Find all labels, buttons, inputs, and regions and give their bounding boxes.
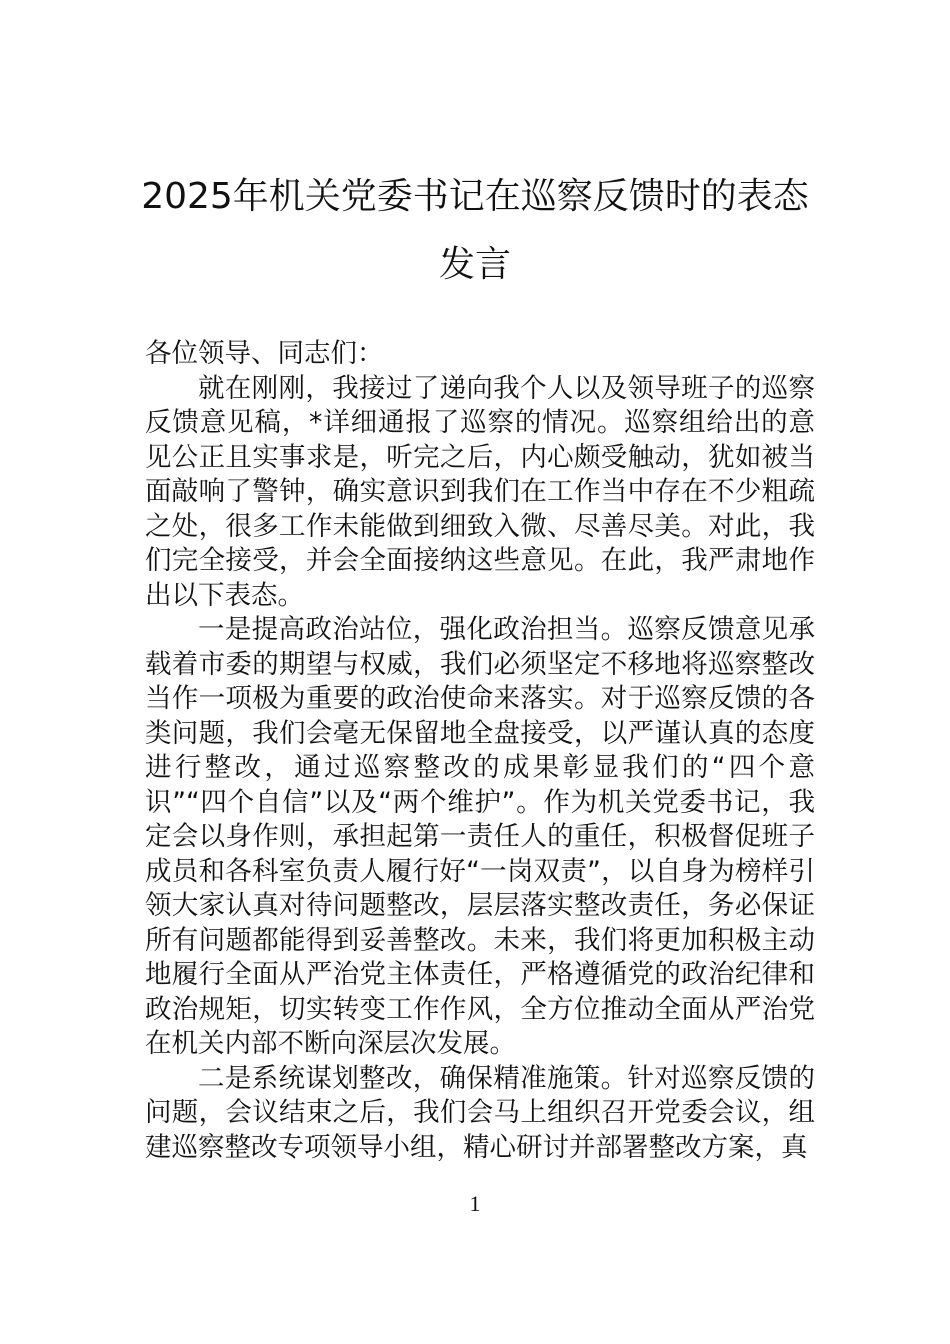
paragraph-point-two: 二是系统谋划整改，确保精准施策。针对巡察反馈的问题，会议结束之后，我们会马上组织召开党委会议，组建巡察整改专项领导小组，精心研讨并部署整改方案，真 xyxy=(145,1062,815,1163)
salutation: 各位领导、同志们： xyxy=(145,338,384,369)
document-title-line-2: 发言 xyxy=(438,244,511,285)
document-body xyxy=(145,337,815,1165)
page-number: 1 xyxy=(469,1191,481,1216)
document-title-line-1: 2025年机关党委书记在巡察反馈时的表态 xyxy=(141,176,809,217)
paragraph-point-one: 一是提高政治站位，强化政治担当。巡察反馈意见承载着市委的期望与权威，我们必须坚定不移地将巡察整改当作一项极为重要的政治使命来落实。对于巡察反馈的各类问题，我们会毫无保留地全盘接受，以严谨认真的态度进行整改，通过巡察整改的成果彰显我们的“四个意识”“四个自信”以及“两个维护”。作为机关党委书记，我定会以身作则，承担起第一责任人的重任，积极督促班子成员和各科室负责人履行好“一岗双责”，以自身为榜样引领大家认真对待问题整改，层层落实整改责任，务必保证所有问题都能得到妥善整改。未来，我们将更加积极主动地履行全面从严治党主体责任，严格遵循党的政治纪律和政治规矩，切实转变工作作风，全方位推动全面从严治党在机关内部不断向深层次发展。 xyxy=(145,614,815,1059)
paragraph-intro: 就在刚刚，我接过了递向我个人以及领导班子的巡察反馈意见稿，*详细通报了巡察的情况。巡察组给出的意见公正且实事求是，听完之后，内心颇受触动，犹如被当面敲响了警钟，确实意识到我们在工作当中存在不少粗疏之处，很多工作未能做到细致入微、尽善尽美。对此，我们完全接受，并会全面接纳这些意见。在此，我严肃地作出以下表态。 xyxy=(145,372,815,611)
